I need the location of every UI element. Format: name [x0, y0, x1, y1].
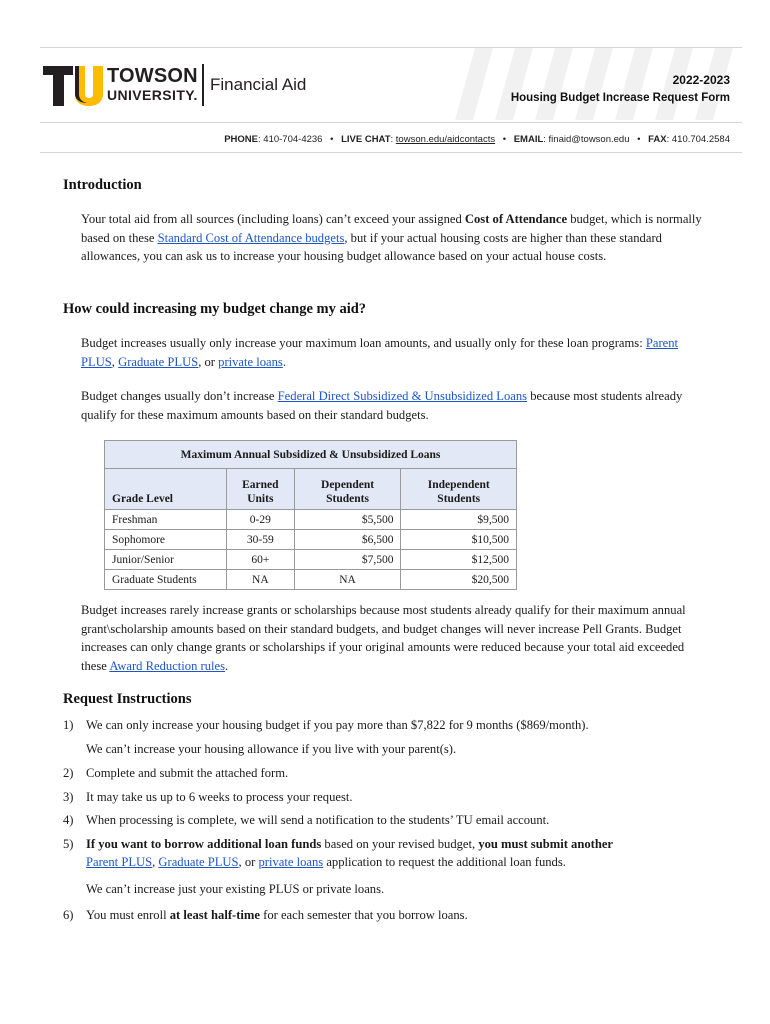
logo-divider — [202, 64, 204, 106]
cell-units: NA — [227, 570, 295, 590]
max-loans-table — [104, 440, 517, 590]
academic-year: 2022-2023 — [672, 73, 730, 87]
item-number: 6) — [63, 908, 74, 922]
university-line1: TOWSON — [107, 65, 198, 87]
cell-units: 30-59 — [227, 530, 295, 550]
text: based on your revised budget, — [321, 837, 479, 851]
phone-label: PHONE — [224, 134, 259, 145]
text: Budget changes usually don’t increase — [81, 389, 278, 403]
direct-loans-link[interactable]: Federal Direct Subsidized & Unsubsidized Loans — [277, 389, 528, 403]
parent-plus-link[interactable]: Parent PLUS — [86, 855, 153, 869]
cell-dependent: $7,500 — [294, 550, 401, 570]
item-text — [86, 835, 723, 871]
standard-coa-link[interactable]: Standard Cost of Attendance budgets — [157, 230, 345, 245]
text: budget, which is normally based on these — [81, 212, 702, 245]
fax-label: FAX — [648, 134, 667, 145]
department-name: Financial Aid — [210, 75, 307, 94]
list-item — [63, 811, 723, 829]
cell-grade: Freshman — [105, 510, 227, 530]
bold-text: If you want to borrow additional loan funds — [86, 837, 322, 851]
loan-programs-paragraph — [81, 334, 711, 371]
graduate-plus-link[interactable]: Graduate PLUS — [158, 855, 239, 869]
header-rule — [40, 122, 742, 123]
separator: • — [502, 134, 507, 145]
fax-number: 410.704.2584 — [671, 134, 730, 145]
email-label: EMAIL — [513, 134, 544, 145]
text: Budget increases usually only increase your maximum loan amounts, and usually only for these loan programs: — [81, 336, 646, 350]
text: , — [152, 855, 159, 869]
intro-paragraph — [81, 210, 711, 266]
cell-dependent: $5,500 — [294, 510, 401, 530]
header-text: Dependent — [321, 479, 375, 491]
budget-change-heading: How could increasing my budget change my aid? — [63, 301, 367, 317]
item-number: 3) — [63, 790, 74, 804]
text: You must enroll — [86, 908, 170, 922]
bold-text: Cost of Attendance — [464, 212, 568, 226]
header-text: Independent — [427, 479, 490, 491]
bold-text: you must submit another — [478, 837, 614, 851]
phone-number: 410-704-4236 — [263, 134, 323, 145]
item-text: Complete and submit the attached form. — [86, 766, 289, 780]
table-row — [105, 570, 517, 590]
text: . — [282, 354, 286, 369]
item-number: 4) — [63, 813, 74, 827]
cell-independent: $20,500 — [401, 570, 517, 590]
list-item — [63, 764, 723, 782]
text: . — [225, 658, 229, 673]
text: Your total aid from all sources (including loans) can’t exceed your assigned — [81, 212, 465, 226]
cell-dependent: $6,500 — [294, 530, 401, 550]
private-loans-link[interactable]: private loans — [258, 855, 324, 869]
contact-rule — [40, 152, 742, 153]
item-number: 5) — [63, 837, 74, 851]
col-independent — [401, 469, 517, 510]
text: , but if your actual housing costs are higher than these standard allowances, you can ask us to increase your housing budget allowance based on your actual house costs. — [81, 230, 662, 263]
header-text: Students — [326, 493, 369, 505]
list-item — [63, 716, 723, 734]
header-text: Earned — [242, 479, 279, 491]
university-wordmark — [107, 66, 198, 104]
grants-paragraph — [81, 601, 711, 675]
text: application to request the additional loan funds. — [323, 855, 566, 869]
form-title: Housing Budget Increase Request Form — [510, 92, 730, 104]
list-item — [63, 788, 723, 806]
text: Budget increases rarely increase grants or scholarships because most students already qualify for their maximum annual grant\scholarship amounts based on their standard budgets, and budget changes will never increase Pell Grants. Budget increases can only change grants or scholarships if your original amounts were reduced because your total aid exceeded these — [81, 603, 686, 673]
cell-grade: Sophomore — [105, 530, 227, 550]
cell-independent: $10,500 — [401, 530, 517, 550]
private-loans-link[interactable]: private loans — [218, 354, 283, 369]
item-subnote: We can’t increase your housing allowance if you live with your parent(s). — [86, 742, 457, 756]
item-text — [86, 906, 723, 924]
item-text: We can only increase your housing budget if you pay more than $7,822 for 9 months ($869/month). — [86, 718, 589, 732]
cell-dependent: NA — [294, 570, 401, 590]
parent-plus-link[interactable]: Parent PLUS — [81, 336, 679, 369]
graduate-plus-link[interactable]: Graduate PLUS — [118, 354, 199, 369]
cell-units: 0-29 — [227, 510, 295, 530]
text: because most students already qualify for these maximum amounts based on their standard budgets. — [81, 389, 683, 422]
cell-independent: $12,500 — [401, 550, 517, 570]
chat-link[interactable]: towson.edu/aidcontacts — [395, 134, 496, 145]
item-number: 2) — [63, 766, 74, 780]
form-header — [511, 72, 730, 106]
university-line2: UNIVERSITY. — [107, 87, 198, 103]
intro-heading: Introduction — [63, 177, 142, 193]
item-text: When processing is complete, we will send a notification to the students’ TU email account. — [86, 813, 550, 827]
separator: • — [330, 134, 334, 145]
item-subnote: We can’t increase just your existing PLUS or private loans. — [86, 882, 385, 896]
header-text: Students — [437, 493, 481, 505]
item-text: It may take us up to 6 weeks to process your request. — [86, 790, 353, 804]
col-earned-units — [227, 469, 295, 510]
direct-loans-paragraph — [81, 387, 711, 424]
separator: • — [637, 134, 641, 145]
cell-grade: Graduate Students — [105, 570, 227, 590]
list-item — [63, 835, 723, 871]
bold-text: at least half-time — [169, 908, 260, 922]
award-reduction-link[interactable]: Award Reduction rules — [109, 658, 225, 673]
item-number: 1) — [63, 718, 74, 732]
col-grade-level: Grade Level — [105, 469, 227, 510]
instructions-heading: Request Instructions — [63, 691, 192, 707]
chat-label: LIVE CHAT — [341, 134, 391, 145]
contact-bar: PHONE: 410-704-4236 • LIVE CHAT: towson.edu/aidcontacts • EMAIL: finaid@towson.edu • FAX: 410.704.2584 — [224, 134, 730, 145]
table-caption: Maximum Annual Subsidized & Unsubsidized Loans — [105, 441, 517, 469]
text: for each semester that you borrow loans. — [259, 908, 468, 922]
col-dependent — [294, 469, 401, 510]
table-row — [105, 510, 517, 530]
table-row — [105, 530, 517, 550]
text: , or — [198, 354, 219, 369]
header-text: Units — [247, 493, 274, 505]
cell-grade: Junior/Senior — [105, 550, 227, 570]
cell-independent: $9,500 — [401, 510, 517, 530]
text: , — [111, 354, 119, 369]
list-item — [63, 906, 723, 924]
text: , or — [238, 855, 259, 869]
email-address[interactable]: finaid@towson.edu — [548, 134, 630, 145]
table-row — [105, 550, 517, 570]
cell-units: 60+ — [227, 550, 295, 570]
tu-logo-mark-icon — [43, 66, 103, 106]
